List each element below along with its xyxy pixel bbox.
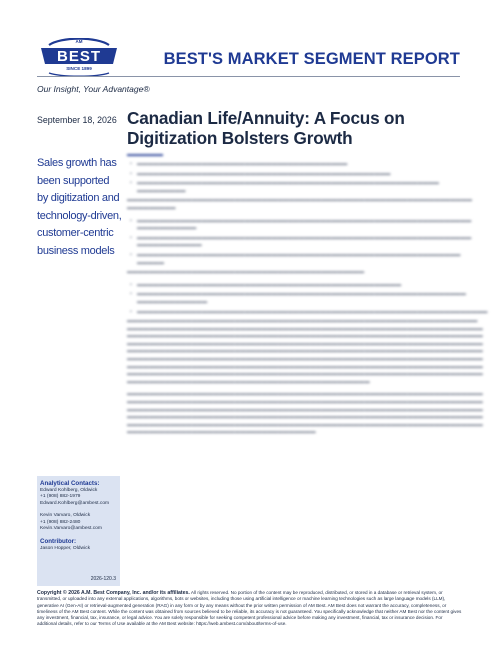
pull-quote: Sales growth has been supported by digitization and technology-driven, customer-centric business models: [37, 157, 122, 257]
am-best-logo: [37, 38, 121, 76]
blurred-report-body: ▬▬▬▬▬▬ • ▬▬▬▬▬▬▬▬▬▬▬▬▬▬▬▬▬▬▬▬▬▬▬▬▬▬▬▬▬▬▬▬▬▬▬▬▬▬▬ • ▬▬▬▬▬▬▬▬▬▬▬▬▬▬▬▬▬▬▬▬▬▬▬▬▬▬▬▬▬▬▬▬▬▬▬▬▬▬▬▬▬▬▬▬▬▬▬ • ▬▬▬▬▬▬▬▬▬▬▬▬▬▬▬▬▬▬▬▬▬▬▬▬▬▬▬▬▬▬▬▬▬▬▬▬▬▬▬▬▬▬▬▬▬▬▬▬▬▬▬▬▬▬▬▬ ▬▬▬▬▬▬▬▬▬ ▬▬▬▬▬▬▬▬▬▬▬▬▬▬▬▬▬▬▬▬▬▬▬▬▬▬▬▬▬▬▬▬▬▬▬▬▬▬▬▬▬▬▬▬▬▬▬▬▬▬▬▬▬▬▬▬▬▬▬▬▬▬▬▬ ▬▬▬▬▬▬▬▬▬ • ▬▬▬▬▬▬▬▬▬▬▬▬▬▬▬▬▬▬▬▬▬▬▬▬▬▬▬▬▬▬▬▬▬▬▬▬▬▬▬▬▬▬▬▬▬▬▬▬▬▬▬▬▬▬▬▬▬▬▬▬▬▬ ▬▬▬▬▬▬▬▬▬▬▬ • ▬▬▬▬▬▬▬▬▬▬▬▬▬▬▬▬▬▬▬▬▬▬▬▬▬▬▬▬▬▬▬▬▬▬▬▬▬▬▬▬▬▬▬▬▬▬▬▬▬▬▬▬▬▬▬▬▬▬▬▬▬▬ ▬▬▬▬▬▬▬▬▬▬▬▬ • ▬▬▬▬▬▬▬▬▬▬▬▬▬▬▬▬▬▬▬▬▬▬▬▬▬▬▬▬▬▬▬▬▬▬▬▬▬▬▬▬▬▬▬▬▬▬▬▬▬▬▬▬▬▬▬▬▬▬▬▬ ▬▬▬▬▬ ▬▬▬▬▬▬▬▬▬▬▬▬▬▬▬▬▬▬▬▬▬▬▬▬▬▬▬▬▬▬▬▬▬▬▬▬▬▬▬▬▬▬▬▬ • ▬▬▬▬▬▬▬▬▬▬▬▬▬▬▬▬▬▬▬▬▬▬▬▬▬▬▬▬▬▬▬▬▬▬▬▬▬▬▬▬▬▬▬▬▬▬▬▬▬ • ▬▬▬▬▬▬▬▬▬▬▬▬▬▬▬▬▬▬▬▬▬▬▬▬▬▬▬▬▬▬▬▬▬▬▬▬▬▬▬▬▬▬▬▬▬▬▬▬▬▬▬▬▬▬▬▬▬▬▬▬▬ ▬▬▬▬▬▬▬▬▬▬▬▬▬ • ▬▬▬▬▬▬▬▬▬▬▬▬▬▬▬▬▬▬▬▬▬▬▬▬▬▬▬▬▬▬▬▬▬▬▬▬▬▬▬▬▬▬▬▬▬▬▬▬▬▬▬▬▬▬▬▬▬▬▬▬▬▬▬▬▬ ▬▬▬▬▬▬▬▬▬▬▬▬▬▬▬▬▬▬▬▬▬▬▬▬▬▬▬▬▬▬▬▬▬▬▬▬▬▬▬▬▬▬▬▬▬▬▬▬▬▬▬▬▬▬▬▬▬▬▬▬▬▬▬▬▬ ▬▬▬▬▬▬▬▬▬▬▬▬▬▬▬▬▬▬▬▬▬▬▬▬▬▬▬▬▬▬▬▬▬▬▬▬▬▬▬▬▬▬▬▬▬▬▬▬▬▬▬▬▬▬▬▬▬▬▬▬▬▬▬▬▬▬ ▬▬▬▬▬▬▬▬▬▬▬▬▬▬▬▬▬▬▬▬▬▬▬▬▬▬▬▬▬▬▬▬▬▬▬▬▬▬▬▬▬▬▬▬▬▬▬▬▬▬▬▬▬▬▬▬▬▬▬▬▬▬▬▬▬▬ ▬▬▬▬▬▬▬▬▬▬▬▬▬▬▬▬▬▬▬▬▬▬▬▬▬▬▬▬▬▬▬▬▬▬▬▬▬▬▬▬▬▬▬▬▬▬▬▬▬▬▬▬▬▬▬▬▬▬▬▬▬▬▬▬▬▬ ▬▬▬▬▬▬▬▬▬▬▬▬▬▬▬▬▬▬▬▬▬▬▬▬▬▬▬▬▬▬▬▬▬▬▬▬▬▬▬▬▬▬▬▬▬▬▬▬▬▬▬▬▬▬▬▬▬▬▬▬▬▬▬▬▬▬ ▬▬▬▬▬▬▬▬▬▬▬▬▬▬▬▬▬▬▬▬▬▬▬▬▬▬▬▬▬▬▬▬▬▬▬▬▬▬▬▬▬▬▬▬▬▬▬▬▬▬▬▬▬▬▬▬▬▬▬▬▬▬▬▬▬▬ ▬▬▬▬▬▬▬▬▬▬▬▬▬▬▬▬▬▬▬▬▬▬▬▬▬▬▬▬▬▬▬▬▬▬▬▬▬▬▬▬▬▬▬▬▬▬▬▬▬▬▬▬▬▬▬▬▬▬▬▬▬▬▬▬▬▬ ▬▬▬▬▬▬▬▬▬▬▬▬▬▬▬▬▬▬▬▬▬▬▬▬▬▬▬▬▬▬▬▬▬▬▬▬▬▬▬▬▬▬▬▬▬▬▬▬▬▬▬▬▬▬▬▬▬▬▬▬▬▬▬▬▬▬ ▬▬▬▬▬▬▬▬▬▬▬▬▬▬▬▬▬▬▬▬▬▬▬▬▬▬▬▬▬▬▬▬▬▬▬▬▬▬▬▬▬▬▬▬▬ ▬▬▬▬▬▬▬▬▬▬▬▬▬▬▬▬▬▬▬▬▬▬▬▬▬▬▬▬▬▬▬▬▬▬▬▬▬▬▬▬▬▬▬▬▬▬▬▬▬▬▬▬▬▬▬▬▬▬▬▬▬▬▬▬▬▬ ▬▬▬▬▬▬▬▬▬▬▬▬▬▬▬▬▬▬▬▬▬▬▬▬▬▬▬▬▬▬▬▬▬▬▬▬▬▬▬▬▬▬▬▬▬▬▬▬▬▬▬▬▬▬▬▬▬▬▬▬▬▬▬▬▬▬ ▬▬▬▬▬▬▬▬▬▬▬▬▬▬▬▬▬▬▬▬▬▬▬▬▬▬▬▬▬▬▬▬▬▬▬▬▬▬▬▬▬▬▬▬▬▬▬▬▬▬▬▬▬▬▬▬▬▬▬▬▬▬▬▬▬▬ ▬▬▬▬▬▬▬▬▬▬▬▬▬▬▬▬▬▬▬▬▬▬▬▬▬▬▬▬▬▬▬▬▬▬▬▬▬▬▬▬▬▬▬▬▬▬▬▬▬▬▬▬▬▬▬▬▬▬▬▬▬▬▬▬▬▬ ▬▬▬▬▬▬▬▬▬▬▬▬▬▬▬▬▬▬▬▬▬▬▬▬▬▬▬▬▬▬▬▬▬▬▬▬▬▬▬▬▬▬▬▬▬▬▬▬▬▬▬▬▬▬▬▬▬▬▬▬▬▬▬▬▬▬ ▬▬▬▬▬▬▬▬▬▬▬▬▬▬▬▬▬▬▬▬▬▬▬▬▬▬▬▬▬▬▬▬▬▬▬: [127, 150, 462, 582]
contact-phone: +1 (908) 882-2480: [40, 519, 81, 525]
report-headline: Canadian Life/Annuity: A Focus on Digitization Bolsters Growth: [127, 108, 405, 148]
logo-since-text: SINCE 1899: [66, 66, 92, 71]
contacts-header: Analytical Contacts:: [40, 480, 100, 487]
contact-name: Kevin Varvaro, Oldwick: [40, 513, 91, 519]
copyright-disclaimer: All rights reserved. No portion of the content may be reproduced, distributed, or stored in a database or retrieval system, or transmitted, or uploaded into any external applications, algorithms, bots or websites, including those using artificial intelligence or machine learning technologies such as large language models (LLM), generative AI (Gen-AI) or retrieval-augmented generation (RAG) in any form or by any means without the prior written permission of AM Best. AM Best does not warrant the accuracy, completeness, or timeliness of the AM Best content. While the content was obtained from sources believed to be reliable, its accuracy is not guaranteed. You specifically acknowledge that neither AM Best nor the content gives any investment, financial, tax, insurance, or legal advice. You are solely responsible for seeking competent professional advice before making any investment, financial, tax or insurance decision. For additional details, refer to our Terms of Use available at the AM Best website: https://web.ambest.com/about/terms-of-use.: [37, 590, 462, 627]
report-series-title: BEST'S MARKET SEGMENT REPORT: [163, 50, 460, 68]
copyright-footer: [37, 590, 463, 628]
logo-am-text: AM: [75, 39, 83, 44]
publication-date: September 18, 2026: [37, 115, 117, 125]
logo-best-text: BEST: [56, 48, 102, 65]
tagline: Our Insight, Your Advantage®: [37, 84, 150, 94]
contact-name: Edward Kohlberg, Oldwick: [40, 488, 98, 493]
analytical-contacts-box: [37, 476, 120, 586]
report-reference-number: 2026-120.3: [90, 576, 116, 582]
copyright-notice: Copyright © 2026 A.M. Best Company, Inc. and/or its affiliates.: [37, 590, 190, 596]
contact-email[interactable]: Edward.Kohlberg@ambest.com: [40, 500, 110, 506]
contact-phone: +1 (908) 882-1979: [40, 494, 81, 500]
contact-email[interactable]: Kevin.Varvaro@ambest.com: [40, 526, 102, 532]
header-divider: [37, 76, 460, 77]
contributor-name: Jason Hopper, Oldwick: [40, 546, 91, 552]
contributor-header: Contributor:: [40, 538, 77, 546]
